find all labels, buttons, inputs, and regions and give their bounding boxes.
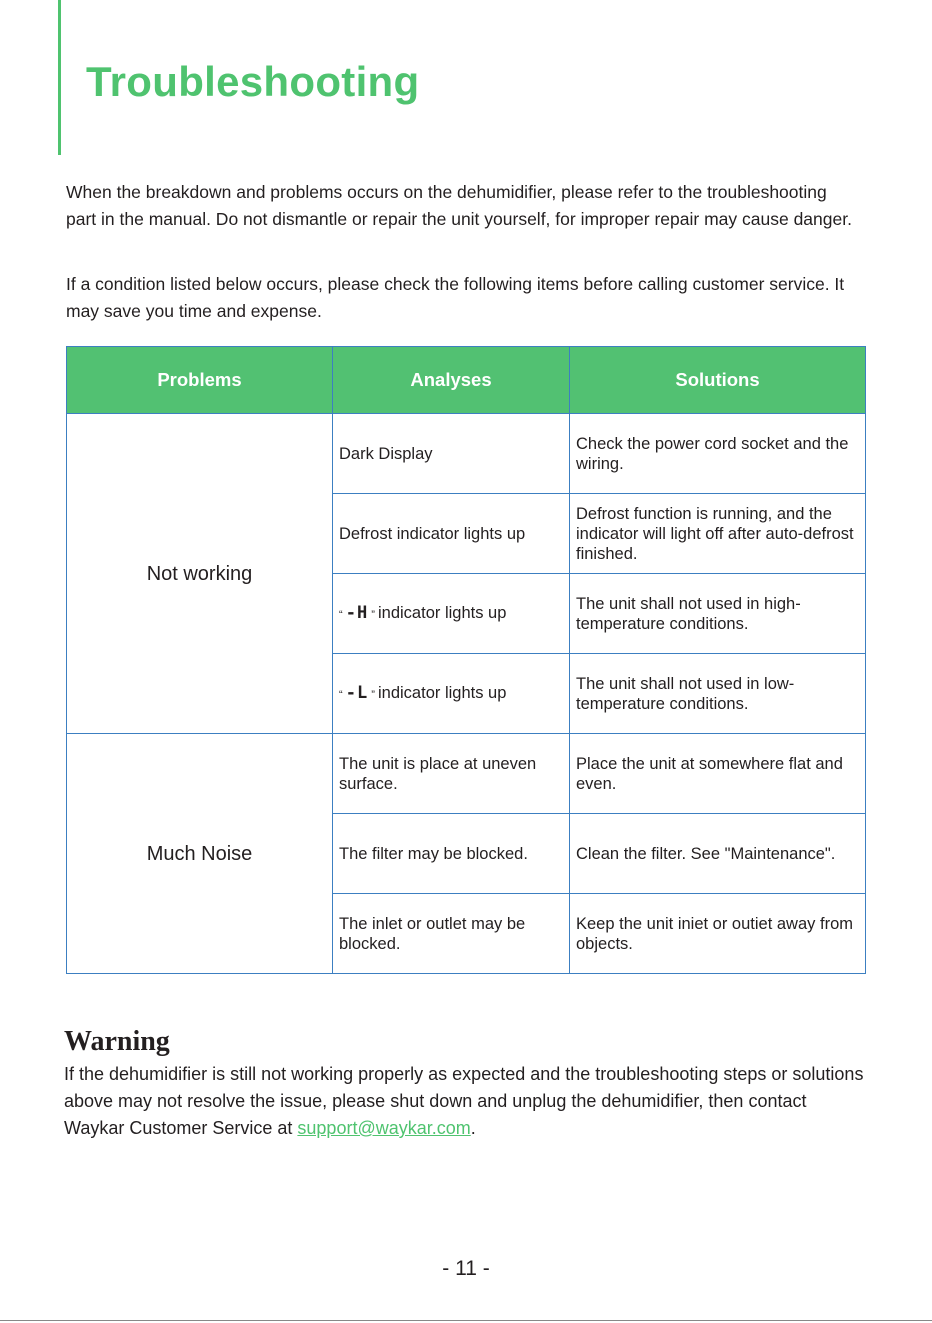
analysis-cell: Dark Display [333,414,570,494]
solution-cell: The unit shall not used in low-temperature conditions. [570,654,866,734]
page-title: Troubleshooting [86,58,420,105]
problem-not-working: Not working [67,414,333,734]
header-solutions: Solutions [570,347,866,414]
analysis-cell: “ -H ” indicator lights up [333,574,570,654]
analysis-cell: The unit is place at uneven surface. [333,734,570,814]
table-header-row [67,347,866,414]
analysis-cell: “ -L ” indicator lights up [333,654,570,734]
solution-cell: Keep the unit iniet or outiet away from objects. [570,894,866,974]
solution-cell: Place the unit at somewhere flat and even. [570,734,866,814]
lcd-code-low: -L [345,682,369,703]
solution-cell: The unit shall not used in high-temperature conditions. [570,574,866,654]
table-row [67,734,866,814]
support-email-link[interactable]: support@waykar.com [297,1118,471,1138]
header-problems: Problems [67,347,333,414]
warning-end: . [470,1118,476,1138]
analysis-cell: Defrost indicator lights up [333,494,570,574]
table-row [67,414,866,494]
page-number: - 11 - [442,1257,490,1280]
solution-cell: Check the power cord socket and the wiring. [570,414,866,494]
analysis-cell: The filter may be blocked. [333,814,570,894]
lcd-code-high: -H [345,602,369,623]
warning-title: Warning [64,1026,170,1057]
analysis-suffix: indicator lights up [378,683,507,702]
warning-text: If the dehumidifier is still not working properly as expected and the troubleshooting steps or solutions above may not resolve the issue, please shut down and unplug the dehumidifier, then contact Waykar Customer Service at [64,1064,864,1138]
solution-cell: Clean the filter. See "Maintenance". [570,814,866,894]
problem-much-noise: Much Noise [67,734,333,974]
intro-paragraph-2: If a condition listed below occurs, please check the following items before calling customer service. It may save you time and expense. [66,274,845,321]
troubleshooting-table [66,346,866,974]
warning-paragraph [64,1061,864,1142]
analysis-cell: The inlet or outlet may be blocked. [333,894,570,974]
solution-cell: Defrost function is running, and the indicator will light off after auto-defrost finished. [570,494,866,574]
header-analyses: Analyses [333,347,570,414]
bottom-rule [0,1320,932,1321]
analysis-suffix: indicator lights up [378,603,507,622]
title-accent-bar [58,0,61,155]
intro-paragraph-1: When the breakdown and problems occurs on the dehumidifier, please refer to the troubleshooting part in the manual. Do not dismantle or repair the unit yourself, for improper repair may cause danger. [66,182,852,229]
